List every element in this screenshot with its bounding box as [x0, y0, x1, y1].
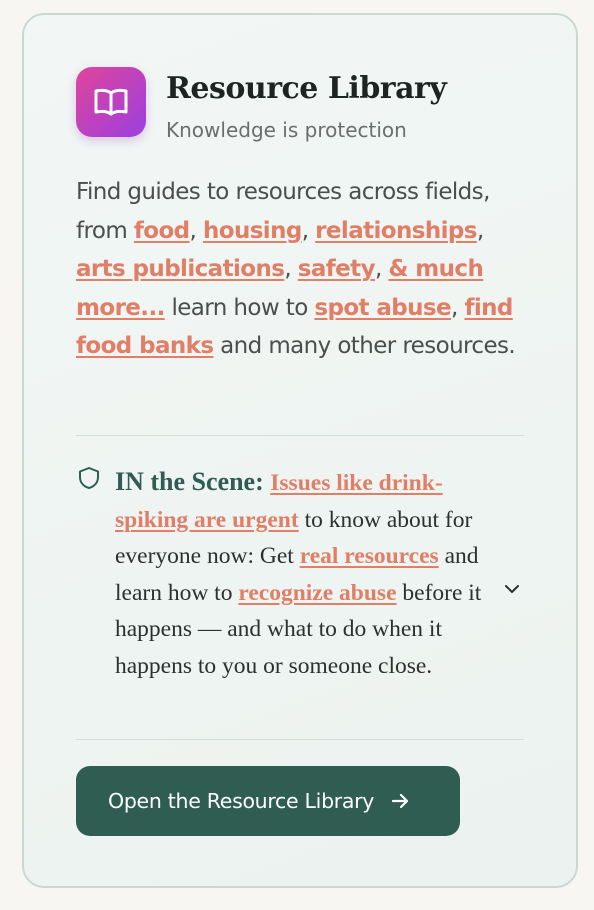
intro-separator: , — [301, 217, 316, 244]
open-book-icon — [76, 67, 146, 137]
link-food[interactable]: food — [133, 217, 190, 244]
link-much-more[interactable]: & much more... — [76, 256, 484, 321]
divider — [76, 435, 524, 436]
card-subtitle: Knowledge is protection — [166, 118, 407, 142]
link-arts-publications[interactable]: arts publications — [76, 256, 285, 282]
link-real-resources[interactable]: real resources — [299, 543, 439, 569]
link-housing[interactable]: housing — [202, 217, 302, 244]
link-relationships[interactable]: relationships — [315, 217, 477, 244]
intro-text: and many other resources. — [213, 333, 516, 359]
arrow-right-icon — [390, 792, 410, 810]
link-recognize-abuse[interactable]: recognize abuse — [238, 579, 397, 606]
link-safety[interactable]: safety — [297, 256, 375, 282]
link-find-food-banks[interactable]: find food banks — [76, 294, 513, 359]
intro-text: learn how to — [164, 294, 315, 321]
intro-separator: , — [284, 256, 298, 282]
scene-text: to know about for everyone now: Get — [115, 506, 473, 569]
in-the-scene-note — [115, 464, 485, 684]
divider — [76, 739, 524, 740]
shield-icon — [78, 466, 100, 495]
link-spot-abuse[interactable]: spot abuse — [314, 294, 452, 321]
link-drink-spiking[interactable]: Issues like drink-spiking are urgent — [115, 470, 443, 533]
resource-library-card — [22, 13, 578, 888]
intro-separator: , — [374, 256, 389, 282]
cta-label: Open the Resource Library — [108, 789, 375, 813]
intro-separator: , — [476, 217, 484, 244]
intro-paragraph — [76, 173, 536, 366]
chevron-down-icon[interactable] — [502, 582, 522, 601]
card-title: Resource Library — [166, 71, 447, 106]
intro-separator: , — [451, 294, 465, 321]
scene-text: and learn how to — [115, 543, 479, 606]
intro-text: Find guides to resources across fields, from — [76, 179, 490, 244]
intro-separator: , — [189, 217, 203, 244]
scene-text: before it happens — and what to do when it happens to you or someone close. — [115, 579, 482, 679]
scene-lead: IN the Scene: — [115, 467, 271, 496]
open-resource-library-button[interactable] — [76, 766, 460, 836]
